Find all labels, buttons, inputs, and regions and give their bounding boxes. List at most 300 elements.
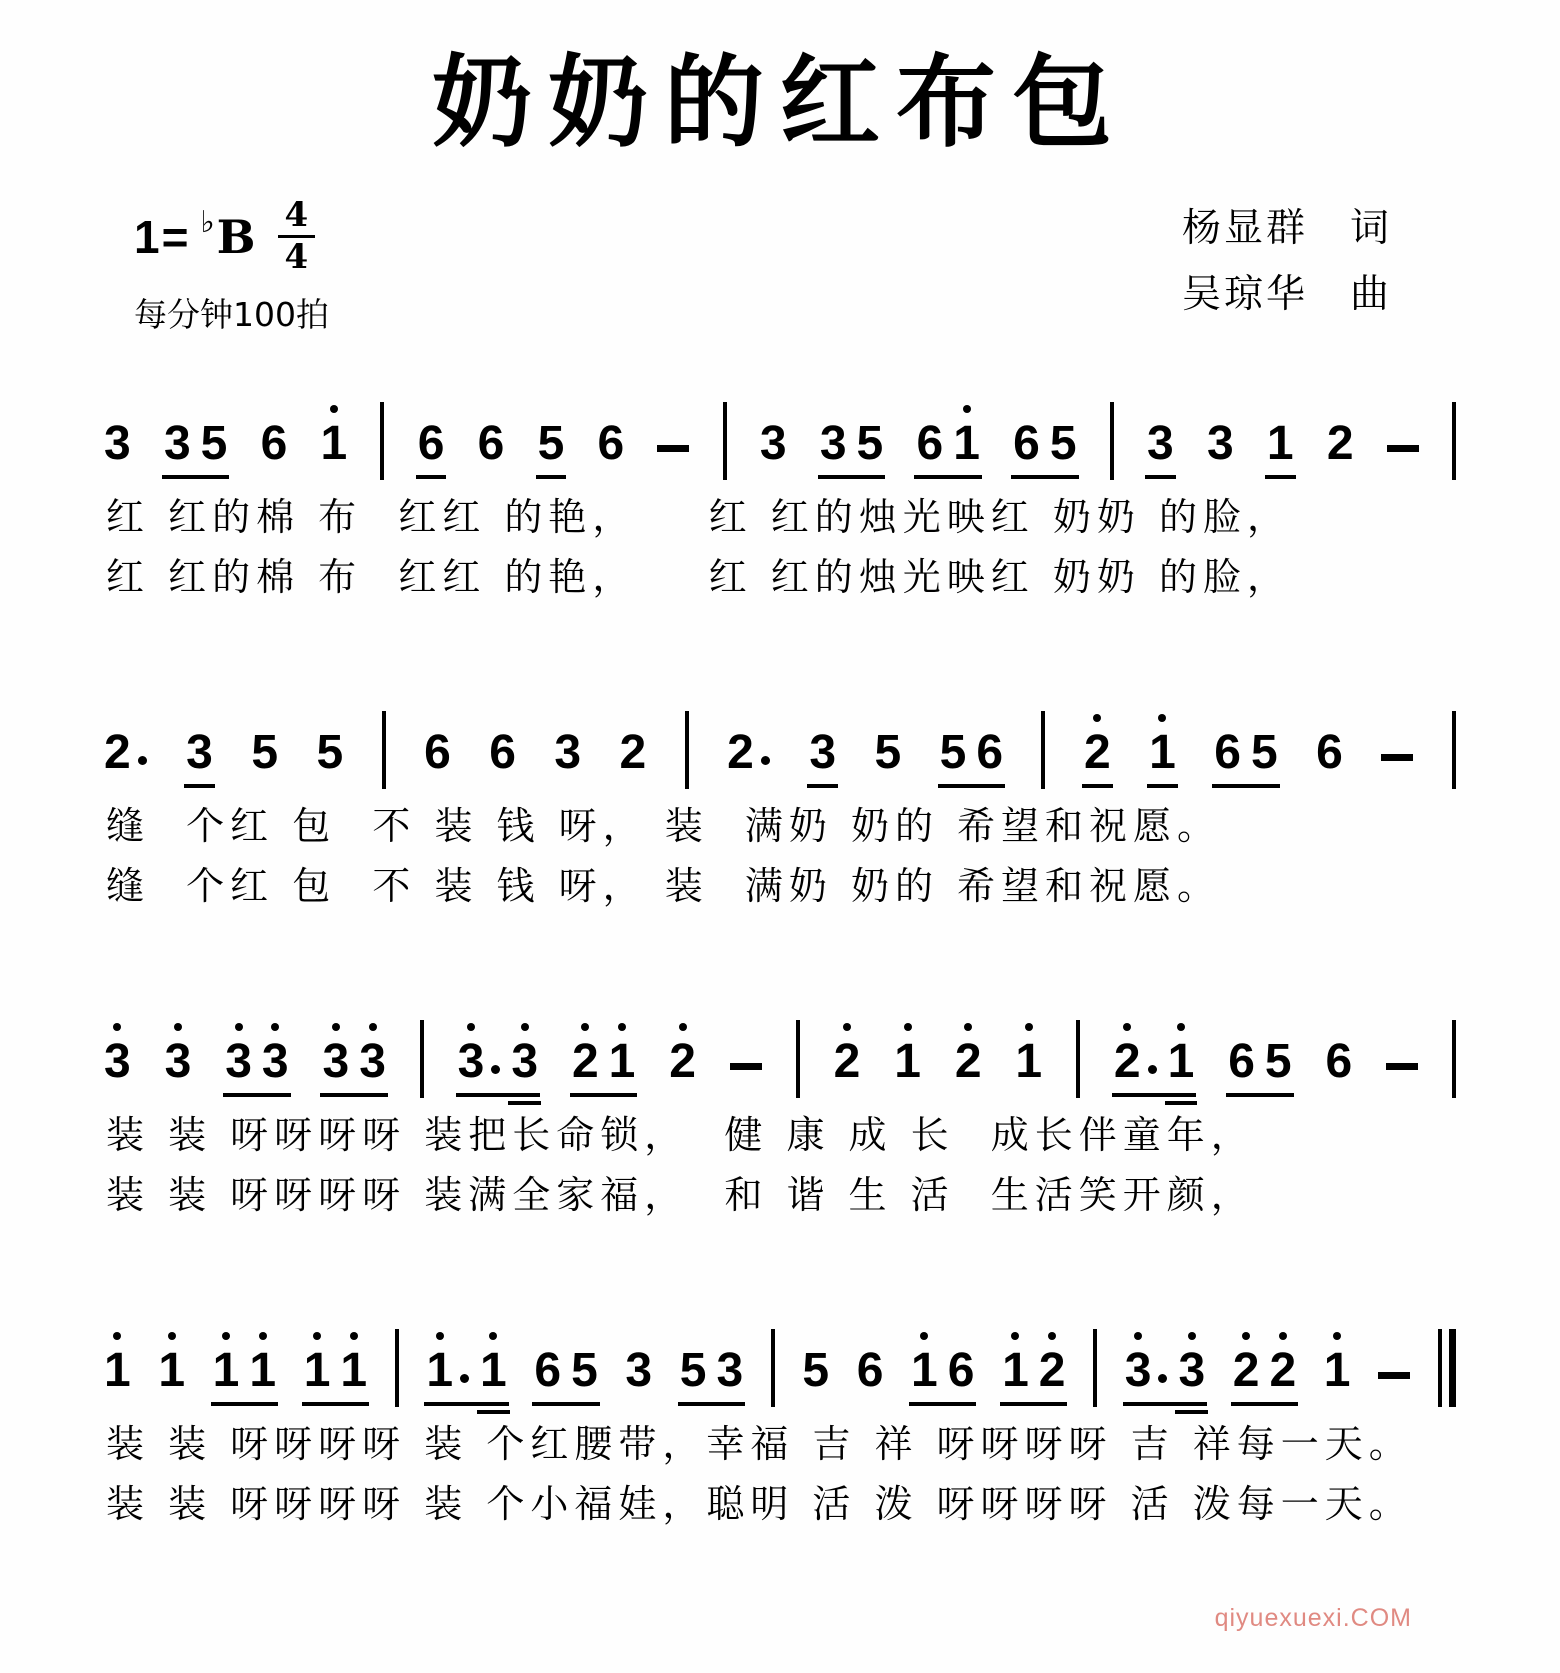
lyric-line: 装 装 呀呀呀呀 装 个小福娃，聪明 活 泼 呀呀呀呀 活 泼每一天。 — [106, 1481, 1413, 1526]
barline — [1041, 711, 1045, 789]
note-body — [320, 417, 348, 471]
eighth-underline — [1265, 475, 1296, 479]
eighth-underline — [416, 475, 447, 479]
note-group — [424, 726, 451, 780]
eighth-underline — [1147, 784, 1178, 788]
note — [320, 417, 348, 471]
octave-dot — [235, 1023, 243, 1031]
barline-stroke — [1449, 1329, 1456, 1407]
note — [537, 417, 565, 471]
note-group — [833, 1035, 861, 1089]
octave-dot — [679, 1023, 687, 1031]
note-digit: 1 — [1167, 1035, 1195, 1089]
note-digit: 5 — [200, 417, 228, 471]
note-group — [1266, 417, 1294, 471]
composer-credit: 吴琼华 曲 — [1181, 272, 1392, 318]
note — [158, 1344, 186, 1398]
duration-dash — [657, 445, 689, 452]
note-group — [597, 417, 625, 471]
note-group — [1206, 417, 1234, 471]
note-body — [809, 726, 837, 780]
note — [1147, 417, 1174, 471]
note-group — [164, 1035, 192, 1089]
octave-dot — [1134, 1332, 1142, 1340]
note-group — [619, 726, 647, 780]
barline-stroke — [771, 1329, 775, 1407]
note-digit: 6 — [489, 726, 516, 780]
barline — [771, 1329, 775, 1407]
octave-dot — [330, 405, 338, 413]
note — [1232, 1344, 1260, 1398]
note-body — [1147, 417, 1174, 471]
note-group — [894, 1035, 921, 1089]
note-digit: 5 — [939, 726, 967, 780]
note-digit: 3 — [511, 1035, 539, 1089]
time-denominator: 4 — [284, 237, 309, 278]
note-body — [939, 726, 967, 780]
octave-dot — [618, 1023, 626, 1031]
octave-dot — [222, 1332, 230, 1340]
note-digit: 3 — [819, 417, 847, 471]
eighth-underline — [536, 475, 567, 479]
note-group — [939, 726, 1004, 780]
note-digit: 2 — [1232, 1344, 1260, 1398]
barline — [1452, 1020, 1456, 1098]
barline-stroke — [1076, 1020, 1080, 1098]
note-digit: 3 — [554, 726, 582, 780]
barline-stroke — [723, 402, 727, 480]
note-body — [571, 1344, 598, 1398]
note — [1326, 417, 1354, 471]
eighth-underline — [1011, 475, 1078, 479]
note-body — [489, 726, 516, 780]
barline — [380, 402, 384, 480]
note-body — [597, 417, 625, 471]
note-group — [260, 417, 288, 471]
key-prefix: 1= — [134, 210, 191, 263]
note-group — [1387, 445, 1419, 468]
note-group — [1386, 1063, 1418, 1086]
barline-stroke — [685, 711, 689, 789]
eighth-underline — [570, 1093, 637, 1097]
note-digit: 6 — [260, 417, 288, 471]
note-body — [856, 417, 884, 471]
notation-systems — [0, 376, 1560, 1528]
note-body — [1323, 1344, 1351, 1398]
barline-stroke — [1452, 711, 1456, 789]
note-body — [916, 417, 944, 471]
note-body — [856, 1344, 884, 1398]
note-group — [417, 417, 445, 471]
note — [457, 1035, 502, 1089]
octave-dot — [113, 1023, 121, 1031]
note — [625, 1344, 653, 1398]
note-group — [1113, 1035, 1195, 1089]
note-body — [1326, 417, 1354, 471]
duration-dash — [1386, 1063, 1418, 1070]
note-group — [1002, 1344, 1066, 1398]
note — [200, 417, 228, 471]
note — [212, 1344, 240, 1398]
octave-dot — [920, 1332, 928, 1340]
note — [340, 1344, 368, 1398]
barline — [382, 711, 386, 789]
note — [856, 417, 884, 471]
augmentation-dot — [138, 756, 147, 765]
note-body — [457, 1035, 485, 1089]
note-group — [554, 726, 582, 780]
eighth-underline — [1112, 1093, 1196, 1097]
note-body — [261, 1035, 289, 1089]
note-body — [1264, 1035, 1292, 1089]
note-body — [1167, 1035, 1195, 1089]
note-digit: 5 — [1264, 1035, 1292, 1089]
note-group — [657, 445, 689, 468]
note-digit: 3 — [163, 417, 191, 471]
note-group — [911, 1344, 975, 1398]
lyric-line: 缝 个红 包 不 装 钱 呀， 装 满奶 奶的 希望和祝愿。 — [106, 804, 1222, 849]
note-digit: 5 — [856, 417, 884, 471]
note-group — [669, 1035, 696, 1089]
note — [1083, 726, 1111, 780]
note — [619, 726, 647, 780]
eighth-underline — [532, 1402, 599, 1406]
note-group — [104, 1035, 131, 1089]
note-body — [1083, 726, 1111, 780]
note-body — [894, 1035, 921, 1089]
octave-dot — [259, 1332, 267, 1340]
note-body — [1038, 1344, 1066, 1398]
note-body — [1015, 1035, 1043, 1089]
lyric-line: 红 红的棉 布 红红 的艳， 红 红的烛光映红 奶奶 的脸， — [106, 495, 1291, 540]
note-body — [104, 417, 131, 471]
note-group — [212, 1344, 277, 1398]
note-group — [1083, 726, 1111, 780]
note-body — [1013, 417, 1040, 471]
note-digit: 2 — [669, 1035, 696, 1089]
note-digit: 5 — [537, 417, 565, 471]
note-digit: 3 — [261, 1035, 289, 1089]
key-letter: B — [216, 209, 256, 264]
lyric-line: 缝 个红 包 不 装 钱 呀， 装 满奶 奶的 希望和祝愿。 — [106, 863, 1222, 908]
note — [322, 1035, 350, 1089]
sixteenth-underline — [477, 1410, 510, 1414]
flat-icon: ♭ — [200, 205, 215, 241]
note-group — [225, 1035, 289, 1089]
note-digit: 1 — [953, 417, 980, 471]
sixteenth-underline — [1175, 1410, 1208, 1414]
note-body — [716, 1344, 744, 1398]
note-digit: 5 — [802, 1344, 830, 1398]
note-digit: 1 — [320, 417, 348, 471]
note-group — [186, 726, 213, 780]
note — [1178, 1344, 1206, 1398]
note — [802, 1344, 830, 1398]
note-digit: 2 — [833, 1035, 861, 1089]
note — [104, 1035, 131, 1089]
note-body — [316, 726, 344, 780]
note — [1149, 726, 1176, 780]
note-digit: 2 — [104, 726, 131, 780]
note-body — [802, 1344, 830, 1398]
note-digit: 2 — [1038, 1344, 1066, 1398]
augmentation-dot — [761, 756, 770, 765]
barline-stroke — [1452, 402, 1456, 480]
octave-dot — [113, 1332, 121, 1340]
note-digit: 2 — [619, 726, 647, 780]
eighth-underline — [320, 1093, 387, 1097]
note-digit: 5 — [251, 726, 279, 780]
note-group — [104, 1344, 131, 1398]
notation-line — [0, 685, 1560, 780]
note-digit: 2 — [571, 1035, 599, 1089]
note-digit: 3 — [457, 1035, 485, 1089]
eighth-underline — [223, 1093, 290, 1097]
note-digit: 3 — [1147, 417, 1174, 471]
note-body — [477, 417, 505, 471]
barline-stroke — [1041, 711, 1045, 789]
lyric-line: 装 装 呀呀呀呀 装 个红腰带，幸福 吉 祥 呀呀呀呀 吉 祥每一天。 — [106, 1422, 1413, 1467]
note-body — [1269, 1344, 1297, 1398]
note-body — [1206, 417, 1234, 471]
note-digit: 3 — [322, 1035, 350, 1089]
note-digit: 3 — [1178, 1344, 1206, 1398]
note-body — [1124, 1344, 1152, 1398]
augmentation-dot — [460, 1374, 469, 1383]
note-group — [759, 417, 787, 471]
note-body — [819, 417, 847, 471]
note-digit: 2 — [1269, 1344, 1297, 1398]
note — [104, 726, 148, 780]
note-digit: 6 — [424, 726, 451, 780]
note-body — [911, 1344, 938, 1398]
note-body — [1214, 726, 1241, 780]
note-group — [1316, 726, 1343, 780]
note — [1323, 1344, 1351, 1398]
note-digit: 1 — [480, 1344, 507, 1398]
octave-dot — [174, 1023, 182, 1031]
note-group — [809, 726, 837, 780]
note — [249, 1344, 277, 1398]
eighth-underline — [818, 475, 885, 479]
note — [597, 417, 625, 471]
note — [534, 1344, 562, 1398]
note-body — [537, 417, 565, 471]
note-body — [608, 1035, 636, 1089]
sixteenth-underline — [508, 1101, 541, 1105]
octave-dot — [1177, 1023, 1185, 1031]
augmentation-dot — [1158, 1374, 1167, 1383]
note-group — [1149, 726, 1176, 780]
note — [809, 726, 837, 780]
music-system — [0, 376, 1560, 601]
note-group — [1232, 1344, 1297, 1398]
note — [1038, 1344, 1066, 1398]
note-digit: 5 — [679, 1344, 707, 1398]
note — [104, 417, 131, 471]
note — [1049, 417, 1077, 471]
note — [359, 1035, 386, 1089]
note-digit: 2 — [727, 726, 754, 780]
note-digit: 5 — [316, 726, 344, 780]
note-digit: 6 — [1214, 726, 1241, 780]
note — [511, 1035, 539, 1089]
octave-dot — [271, 1023, 279, 1031]
note-body — [359, 1035, 386, 1089]
barline-stroke — [1093, 1329, 1097, 1407]
note-group — [534, 1344, 598, 1398]
note-body — [534, 1344, 562, 1398]
note — [426, 1344, 470, 1398]
sixteenth-underline — [1165, 1101, 1198, 1105]
note — [1266, 417, 1294, 471]
note-digit: 6 — [916, 417, 944, 471]
note-body — [874, 726, 902, 780]
note-digit: 3 — [625, 1344, 653, 1398]
note — [1015, 1035, 1043, 1089]
barline — [1076, 1020, 1080, 1098]
note-digit: 3 — [716, 1344, 744, 1398]
octave-dot — [168, 1332, 176, 1340]
octave-dot — [313, 1332, 321, 1340]
note-digit: 3 — [809, 726, 837, 780]
note-group — [1323, 1344, 1351, 1398]
eighth-underline — [678, 1402, 745, 1406]
eighth-underline — [424, 1402, 508, 1406]
note-group — [730, 1063, 762, 1086]
octave-dot — [489, 1332, 497, 1340]
note-body — [1149, 726, 1176, 780]
note — [911, 1344, 938, 1398]
eighth-underline — [938, 784, 1005, 788]
duration-dash — [1378, 1372, 1410, 1379]
note — [833, 1035, 861, 1089]
note-body — [104, 726, 131, 780]
notation-line — [0, 1303, 1560, 1398]
note-group — [802, 1344, 830, 1398]
eighth-underline — [211, 1402, 278, 1406]
note — [953, 417, 980, 471]
note-digit: 1 — [1323, 1344, 1351, 1398]
music-system — [0, 685, 1560, 910]
note-body — [1113, 1035, 1141, 1089]
note-group — [571, 1035, 636, 1089]
note-body — [954, 1035, 982, 1089]
lyric-line: 装 装 呀呀呀呀 装满全家福， 和 谐 生 活 生活笑开颜， — [106, 1172, 1255, 1217]
note — [947, 1344, 975, 1398]
note-body — [727, 726, 754, 780]
note-digit: 6 — [1228, 1035, 1255, 1089]
note — [669, 1035, 696, 1089]
note-body — [1325, 1035, 1353, 1089]
note-digit: 6 — [1316, 726, 1343, 780]
augmentation-dot — [491, 1065, 500, 1074]
note — [424, 726, 451, 780]
note — [819, 417, 847, 471]
note-digit: 1 — [104, 1344, 131, 1398]
note-body — [833, 1035, 861, 1089]
note — [417, 417, 445, 471]
note-body — [212, 1344, 240, 1398]
note-digit: 1 — [1149, 726, 1176, 780]
note-group — [1147, 417, 1174, 471]
note — [894, 1035, 921, 1089]
note-digit: 3 — [104, 1035, 131, 1089]
note — [164, 1035, 192, 1089]
note-digit: 1 — [249, 1344, 277, 1398]
eighth-underline — [456, 1093, 540, 1097]
note-group — [104, 417, 131, 471]
note-group — [1326, 417, 1354, 471]
note-body — [158, 1344, 186, 1398]
note-digit: 6 — [534, 1344, 562, 1398]
barline — [1452, 711, 1456, 789]
octave-dot — [904, 1023, 912, 1031]
credits-block — [1182, 196, 1392, 329]
note — [554, 726, 582, 780]
lyric-line: 装 装 呀呀呀呀 装把长命锁， 健 康 成 长 成长伴童年， — [106, 1113, 1255, 1158]
note — [1124, 1344, 1169, 1398]
notation-line — [0, 994, 1560, 1089]
note — [716, 1344, 744, 1398]
key-signature — [134, 196, 329, 277]
duration-dash — [1387, 445, 1419, 452]
note-digit: 6 — [477, 417, 505, 471]
note-digit: 1 — [894, 1035, 921, 1089]
note — [939, 726, 967, 780]
note-digit: 1 — [1266, 417, 1294, 471]
octave-dot — [1011, 1332, 1019, 1340]
note-group — [303, 1344, 368, 1398]
note-group — [322, 1035, 386, 1089]
song-title: 奶奶的红布包 — [432, 43, 1128, 161]
note-digit: 6 — [417, 417, 445, 471]
note — [1167, 1035, 1195, 1089]
key-tempo-block — [134, 196, 329, 336]
augmentation-dot — [1148, 1065, 1157, 1074]
note-digit: 3 — [104, 417, 131, 471]
note-body — [104, 1344, 131, 1398]
note-body — [976, 726, 1004, 780]
octave-dot — [964, 1023, 972, 1031]
note — [954, 1035, 982, 1089]
note-group — [856, 1344, 884, 1398]
note — [1113, 1035, 1158, 1089]
note — [1228, 1035, 1255, 1089]
note-body — [1002, 1344, 1029, 1398]
note-digit: 5 — [1049, 417, 1077, 471]
duration-dash — [730, 1063, 762, 1070]
note-digit: 5 — [571, 1344, 598, 1398]
barline — [420, 1020, 424, 1098]
note-body — [759, 417, 787, 471]
music-system — [0, 994, 1560, 1219]
octave-dot — [350, 1332, 358, 1340]
octave-dot — [521, 1023, 529, 1031]
note-body — [303, 1344, 331, 1398]
site-watermark: qiyuexuexi.COM — [1214, 1604, 1412, 1632]
note — [1002, 1344, 1029, 1398]
tempo-marking: 每分钟100拍 — [134, 295, 329, 335]
octave-dot — [1279, 1332, 1287, 1340]
music-system — [0, 1303, 1560, 1528]
note-digit: 2 — [954, 1035, 982, 1089]
note — [261, 1035, 289, 1089]
barline — [685, 711, 689, 789]
note-digit: 3 — [759, 417, 787, 471]
note — [608, 1035, 636, 1089]
note-group — [954, 1035, 982, 1089]
